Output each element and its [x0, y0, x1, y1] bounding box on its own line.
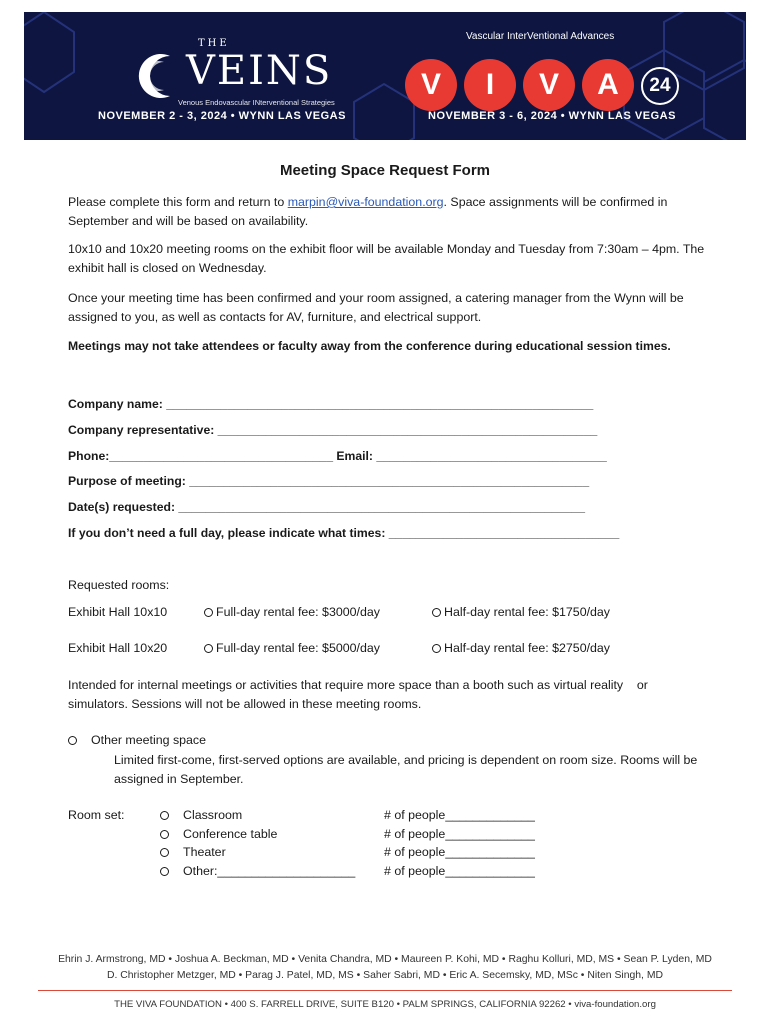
intended-use-paragraph: Intended for internal meetings or activities that require more space than a booth such as virtual reality or simulators. Sessions will not be allowed in these meeting rooms. — [68, 678, 652, 711]
people-count-field[interactable]: # of people_____________ — [384, 827, 535, 841]
catering-paragraph: Once your meeting time has been confirmed and your room assigned, a catering manager from the Wynn will be assigned to you, as well as contacts for AV, furniture, and electrical support. — [68, 291, 684, 324]
email-link[interactable]: marpin@viva-foundation.org — [287, 195, 444, 209]
veins-wordmark: VEINS — [186, 48, 333, 94]
radio-icon[interactable] — [204, 608, 213, 617]
company-name-field[interactable]: Company name: _______________________________________________________________ — [68, 397, 594, 411]
people-count-field[interactable]: # of people_____________ — [384, 864, 535, 878]
radio-icon[interactable] — [68, 736, 77, 745]
room-set-classroom-label: Classroom — [183, 808, 243, 822]
radio-icon[interactable] — [160, 830, 169, 839]
radio-icon[interactable] — [204, 644, 213, 653]
radio-icon[interactable] — [160, 811, 169, 820]
veins-crescent-icon — [130, 50, 182, 102]
radio-icon[interactable] — [432, 608, 441, 617]
room-1-half-day-option[interactable] — [432, 605, 610, 619]
other-meeting-space-description: Limited first-come, first-served options are available, and pricing is dependent on room size. Rooms will be assigned in September. — [114, 753, 698, 786]
radio-icon[interactable] — [160, 867, 169, 876]
room-2-half-day-option[interactable] — [432, 641, 610, 655]
radio-icon[interactable] — [432, 644, 441, 653]
room-2-full-day-option[interactable] — [204, 641, 380, 655]
times-field[interactable]: If you don’t need a full day, please indicate what times: __________________________________ — [68, 526, 620, 540]
radio-icon[interactable] — [160, 848, 169, 857]
requested-rooms-label: Requested rooms: — [68, 578, 170, 592]
room-1-full-label: Full-day rental fee: $3000/day — [216, 605, 380, 619]
board-names-line-1: Ehrin J. Armstrong, MD • Joshua A. Beckman, MD • Venita Chandra, MD • Maureen P. Kohi, MD • Raghu Kolluri, MD, MS • Sean P. Lyden, MD — [58, 954, 712, 965]
viva-tagline: Vascular InterVentional Advances — [466, 31, 615, 42]
phone-email-field[interactable]: Phone:_________________________________ Email: __________________________________ — [68, 449, 607, 463]
room-set-label: Room set: — [68, 808, 125, 822]
other-meeting-space-option[interactable] — [68, 733, 206, 747]
veins-logo — [130, 38, 350, 118]
footer-divider — [38, 990, 732, 991]
viva-logo — [405, 59, 679, 111]
room-1-name: Exhibit Hall 10x10 — [68, 605, 168, 619]
purpose-field[interactable]: Purpose of meeting: ___________________________________________________________ — [68, 474, 590, 488]
viva-year: 24 — [641, 67, 679, 105]
room-set-classroom-option[interactable] — [160, 808, 242, 822]
viva-letter-i: I — [464, 59, 516, 111]
room-1-full-day-option[interactable] — [204, 605, 380, 619]
room-set-other-option[interactable] — [160, 864, 355, 878]
room-1-half-label: Half-day rental fee: $1750/day — [444, 605, 611, 619]
room-set-other-label: Other:____________________ — [183, 864, 356, 878]
viva-letter-v2: V — [523, 59, 575, 111]
header-banner — [24, 12, 746, 140]
intro-text-before: Please complete this form and return to — [68, 195, 288, 209]
viva-letter-a: A — [582, 59, 634, 111]
rooms-availability-paragraph: 10x10 and 10x20 meeting rooms on the exhibit floor will be available Monday and Tuesday from 7:30am – 4pm. The exhibit hall is closed on Wednesday. — [68, 242, 705, 275]
footer-address: THE VIVA FOUNDATION • 400 S. FARRELL DRIVE, SUITE B120 • PALM SPRINGS, CALIFORNIA 92262 • viva-foundation.org — [114, 999, 656, 1010]
board-names-line-2: D. Christopher Metzger, MD • Parag J. Patel, MD, MS • Saher Sabri, MD • Eric A. Secemsky, MD, MSc • Niten Singh, MD — [107, 970, 663, 981]
people-count-field[interactable]: # of people_____________ — [384, 845, 535, 859]
room-2-half-label: Half-day rental fee: $2750/day — [444, 641, 611, 655]
room-set-theater-option[interactable] — [160, 845, 226, 859]
room-2-full-label: Full-day rental fee: $5000/day — [216, 641, 380, 655]
intro-text-after: . Space assignments will be confirmed in September and will be based on availability. — [68, 195, 668, 228]
veins-the: THE — [198, 38, 230, 49]
other-meeting-space-label: Other meeting space — [91, 733, 207, 747]
warning-paragraph: Meetings may not take attendees or faculty away from the conference during educational session times. — [68, 339, 671, 353]
room-2-name: Exhibit Hall 10x20 — [68, 641, 168, 655]
people-count-field[interactable]: # of people_____________ — [384, 808, 535, 822]
room-set-theater-label: Theater — [183, 845, 226, 859]
company-rep-field[interactable]: Company representative: ________________________________________________________ — [68, 423, 598, 437]
viva-letter-v1: V — [405, 59, 457, 111]
room-set-conference-label: Conference table — [183, 827, 278, 841]
viva-date: NOVEMBER 3 - 6, 2024 • WYNN LAS VEGAS — [428, 110, 676, 122]
veins-tagline: Venous Endovascular INterventional Strategies — [178, 98, 335, 107]
veins-date: NOVEMBER 2 - 3, 2024 • WYNN LAS VEGAS — [98, 110, 346, 122]
room-set-conference-option[interactable] — [160, 827, 277, 841]
dates-field[interactable]: Date(s) requested: ____________________________________________________________ — [68, 500, 586, 514]
intro-paragraph — [68, 193, 708, 231]
page-title: Meeting Space Request Form — [279, 162, 491, 179]
